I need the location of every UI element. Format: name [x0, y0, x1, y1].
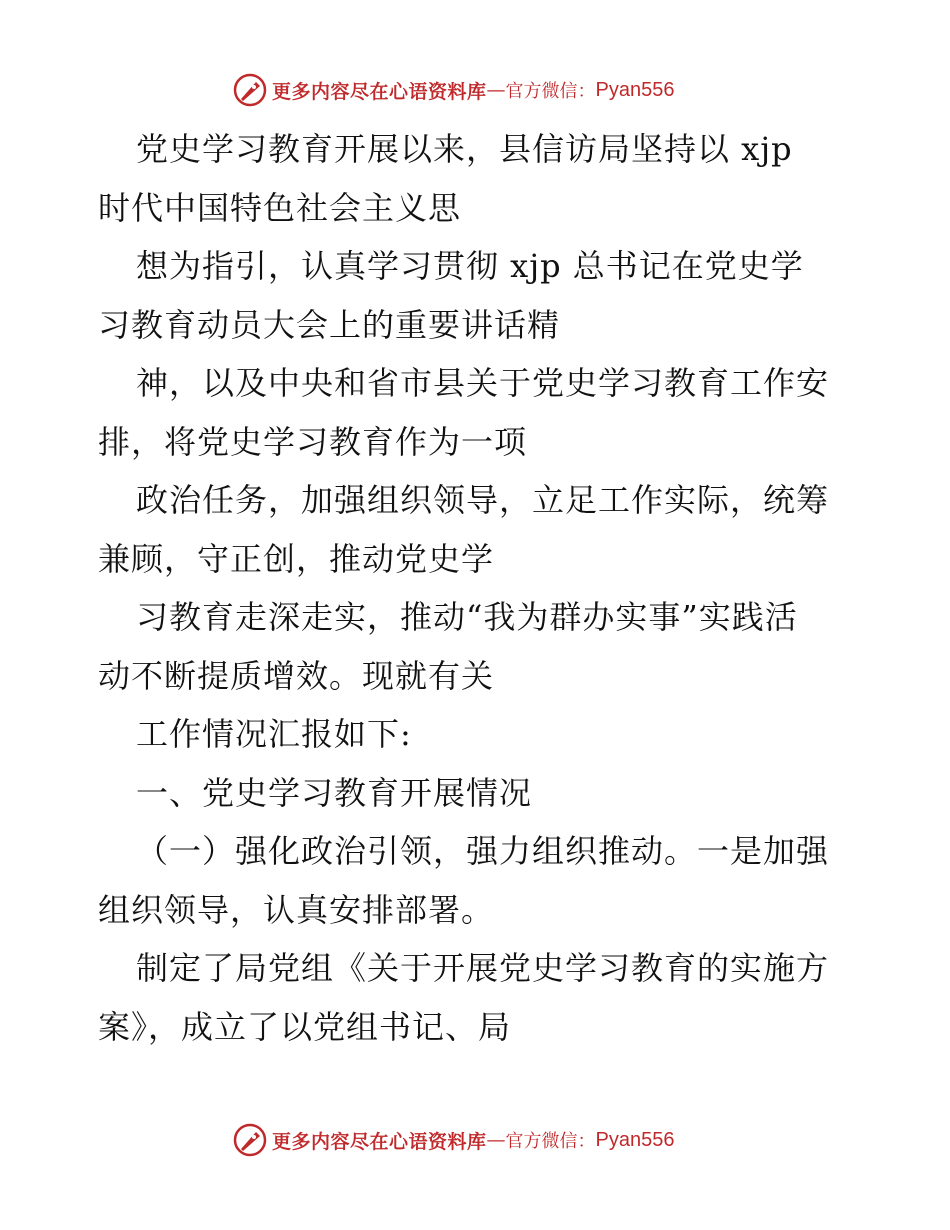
body-line: 政治任务，加强组织领导，立足工作实际，统筹	[136, 481, 830, 519]
header-wechat-id: Pyan556	[595, 78, 675, 101]
body-line: 想为指引，认真学习贯彻 xjp 总书记在党史学	[136, 247, 804, 285]
body-line: （一）强化政治引领，强力组织推动。一是加强	[136, 832, 830, 870]
footer-site-text: 更多内容尽在心语资料库	[272, 1130, 487, 1153]
body-line: 制定了局党组《关于开展党史学习教育的实施方	[136, 949, 830, 987]
header-site-text: 更多内容尽在心语资料库	[272, 80, 487, 103]
body-line: 习教育动员大会上的重要讲话精	[98, 305, 561, 344]
header-banner	[232, 70, 674, 110]
body-line: 案》，成立了以党组书记、局	[98, 1007, 512, 1046]
footer-separator: —	[486, 1129, 506, 1151]
body-line: 神，以及中央和省市县关于党史学习教育工作安	[136, 364, 830, 402]
footer-wechat-label: 官方微信：	[505, 1131, 596, 1152]
header-wechat-label: 官方微信：	[505, 81, 596, 102]
footer-wechat-id: Pyan556	[595, 1128, 675, 1151]
body-line: 组织领导，认真安排部署。	[98, 890, 495, 929]
body-line: 排，将党史学习教育作为一项	[98, 422, 528, 461]
section-heading: 一、党史学习教育开展情况	[136, 773, 533, 812]
body-line: 党史学习教育开展以来，县信访局坚持以 xjp	[136, 130, 793, 168]
pen-nib-circle-logo-icon	[232, 72, 268, 108]
body-line: 习教育走深走实，推动“我为群办实事”实践活	[136, 598, 798, 636]
header-separator: —	[486, 79, 506, 101]
footer-banner	[232, 1120, 674, 1160]
document-body	[98, 120, 858, 1056]
body-line: 工作情况汇报如下:	[136, 715, 412, 753]
body-line: 兼顾，守正创，推动党史学	[98, 539, 495, 578]
body-line: 动不断提质增效。现就有关	[98, 656, 495, 695]
body-line: 时代中国特色社会主义思	[98, 188, 462, 227]
pen-nib-circle-logo-icon	[232, 1122, 268, 1158]
